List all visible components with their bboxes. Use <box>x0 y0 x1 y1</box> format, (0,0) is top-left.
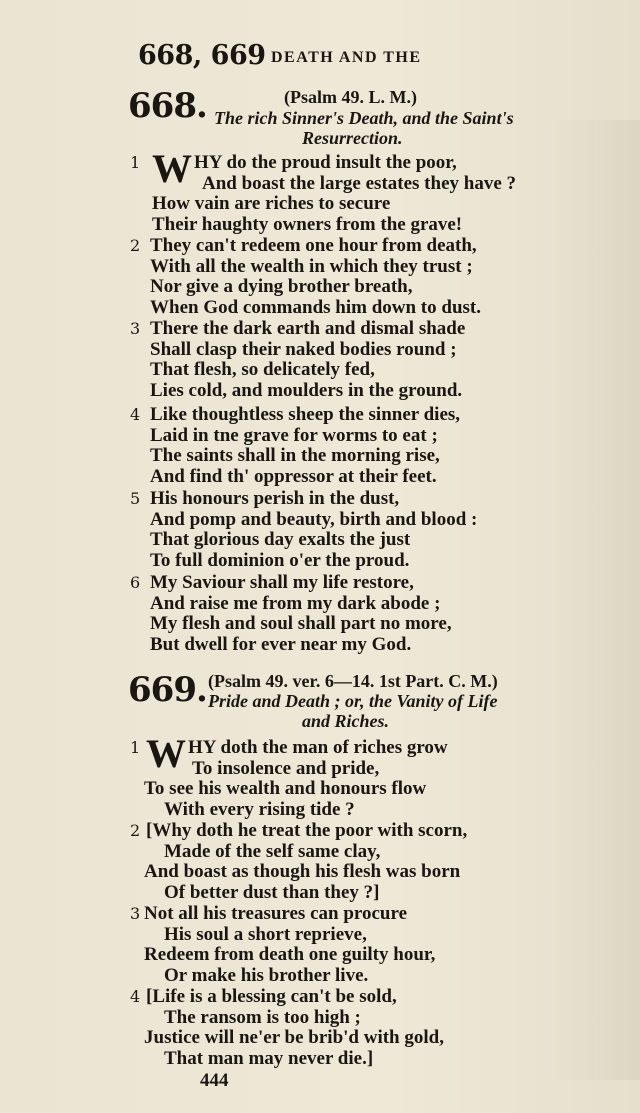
stanza-number: 6 <box>130 573 141 592</box>
stanza-number: 2 <box>130 821 141 840</box>
running-header <box>138 40 578 74</box>
hymn-number: 669. <box>128 670 207 710</box>
stanza <box>130 821 590 904</box>
verse-line: His soul a short reprieve, <box>164 923 367 945</box>
verse-line: HY doth the man of riches grow <box>188 737 448 758</box>
verse-line: My flesh and soul shall part no more, <box>150 613 452 635</box>
verse-line: That man may never die.] <box>164 1048 374 1070</box>
verse-line: With every rising tide ? <box>164 799 355 821</box>
verse-line: Of better dust than they ?] <box>164 882 380 904</box>
stanza <box>130 731 590 821</box>
stanza <box>130 146 590 236</box>
verse-line: Laid in tne grave for worms to eat ; <box>150 424 438 446</box>
verse-line: And boast the large estates they have ? <box>202 172 517 194</box>
verse-line: How vain are riches to secure <box>152 193 391 215</box>
stanza <box>130 987 590 1070</box>
drop-cap: W <box>146 731 186 776</box>
stanza <box>130 405 590 488</box>
verse-line: [Life is a blessing can't be sold, <box>146 986 397 1007</box>
verse-line: His honours perish in the dust, <box>150 488 400 509</box>
hymn-subtitle: and Riches. <box>302 711 390 731</box>
hymn-subtitle: Resurrection. <box>302 128 403 148</box>
stanza-number: 1 <box>130 153 141 172</box>
stanza-number: 4 <box>130 405 141 424</box>
verse-line: But dwell for ever near my God. <box>150 634 412 656</box>
stanza-number: 5 <box>130 489 141 508</box>
header-hymn-numbers: 668, 669 <box>138 40 266 71</box>
verse-line: To insolence and pride, <box>192 757 380 779</box>
verse-line: Or make his brother live. <box>164 965 369 987</box>
header-running-title: DEATH AND THE <box>271 49 422 66</box>
verse-line: And find th' oppressor at their feet. <box>150 466 437 488</box>
hymn-meter: (Psalm 49. L. M.) <box>284 87 417 107</box>
page-number: 444 <box>200 1070 229 1091</box>
verse-line: There the dark earth and dismal shade <box>150 318 466 339</box>
hymn-number: 668. <box>128 86 207 126</box>
verse-line: That flesh, so delicately fed, <box>150 359 375 381</box>
hymn-subtitle: Pride and Death ; or, the Vanity of Life <box>208 691 498 711</box>
verse-line: Shall clasp their naked bodies round ; <box>150 338 457 360</box>
verse-line: With all the wealth in which they trust ; <box>150 255 473 277</box>
verse-line: And pomp and beauty, birth and blood : <box>150 508 478 530</box>
stanza-number: 2 <box>130 236 141 255</box>
drop-cap: W <box>152 146 192 191</box>
verse-line: Justice will ne'er be brib'd with gold, <box>144 1027 444 1049</box>
verse-line: Made of the self same clay, <box>164 840 381 862</box>
hymn-meter: (Psalm 49. ver. 6—14. 1st Part. C. M.) <box>208 671 498 691</box>
stanza-number: 3 <box>130 904 141 923</box>
verse-line: To see his wealth and honours flow <box>144 778 427 800</box>
verse-line: That glorious day exalts the just <box>150 529 411 551</box>
stanza <box>130 236 590 319</box>
stanza-number: 4 <box>130 987 141 1006</box>
verse-line: [Why doth he treat the poor with scorn, <box>146 820 468 841</box>
verse-line: They can't redeem one hour from death, <box>150 235 477 256</box>
verse-line: Not all his treasures can procure <box>144 903 408 924</box>
verse-line: When God commands him down to dust. <box>150 297 481 319</box>
verse-line: To full dominion o'er the proud. <box>150 550 410 572</box>
stanza <box>130 489 590 572</box>
verse-line: Nor give a dying brother breath, <box>150 276 413 298</box>
verse-line: And raise me from my dark abode ; <box>150 592 441 614</box>
stanza-number: 3 <box>130 319 141 338</box>
hymn-subtitle: The rich Sinner's Death, and the Saint's <box>214 108 514 128</box>
verse-line: My Saviour shall my life restore, <box>150 572 414 593</box>
verse-line: The saints shall in the morning rise, <box>150 445 440 467</box>
verse-line: And boast as though his flesh was born <box>144 861 461 883</box>
verse-line: The ransom is too high ; <box>164 1006 361 1028</box>
verse-line: HY do the proud insult the poor, <box>194 152 457 173</box>
stanza-number: 1 <box>130 738 141 757</box>
stanza <box>130 573 590 656</box>
stanza <box>130 904 590 987</box>
stanza <box>130 319 590 402</box>
verse-line: Redeem from death one guilty hour, <box>144 944 436 966</box>
verse-line: Lies cold, and moulders in the ground. <box>150 380 463 402</box>
verse-line: Their haughty owners from the grave! <box>152 214 463 236</box>
verse-line: Like thoughtless sheep the sinner dies, <box>150 404 461 425</box>
